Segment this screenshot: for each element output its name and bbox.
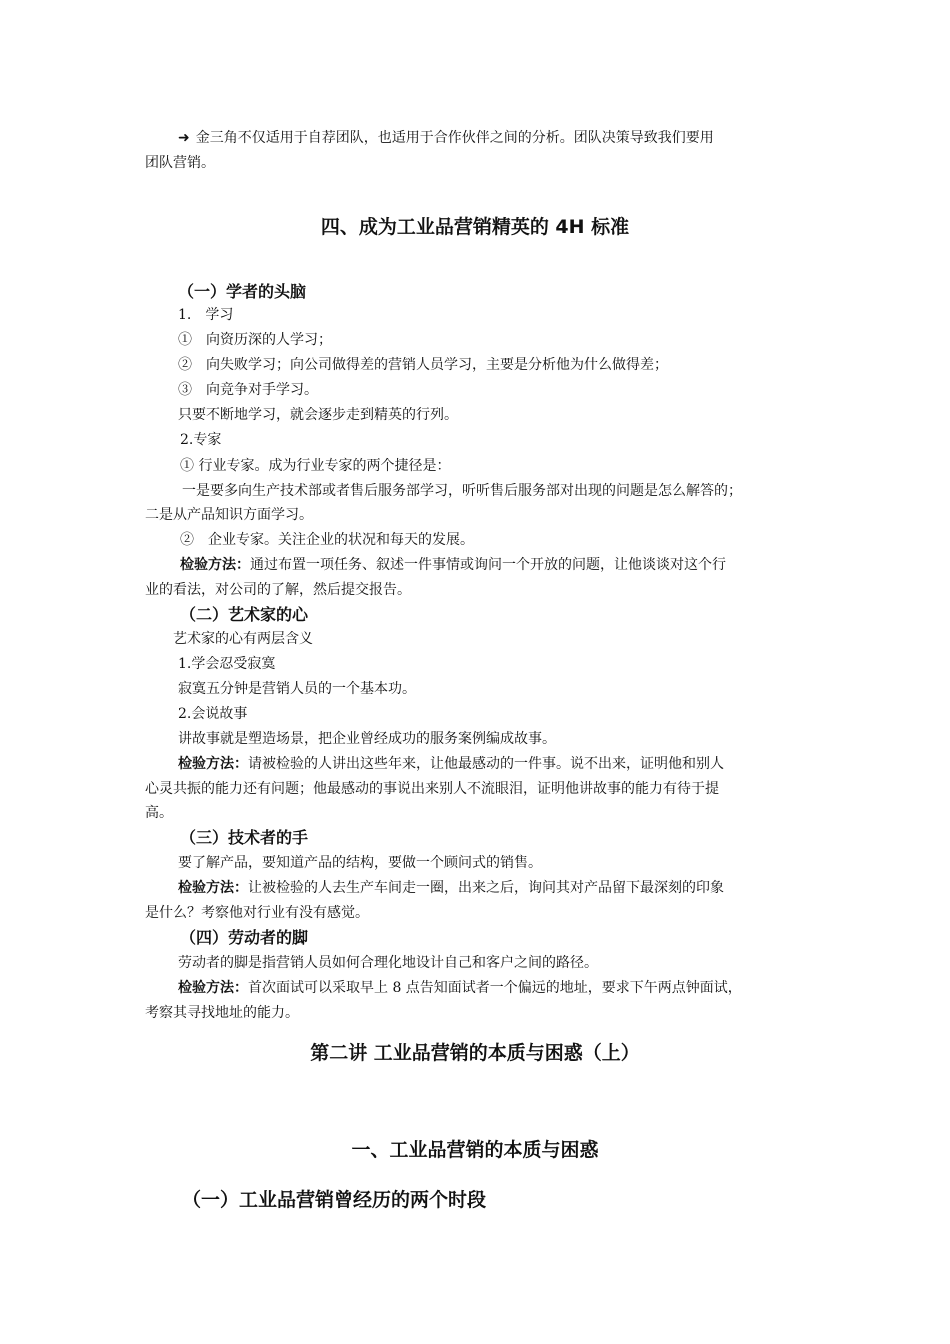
list-item: ① 行业专家。成为行业专家的两个捷径是： xyxy=(180,458,451,474)
check-method-line: 检验方法：首次面试可以采取早上 8 点告知面试者一个偏远的地址，要求下午两点钟面试， xyxy=(178,980,742,996)
lecture-title: 第二讲 工业品营销的本质与困惑（上） xyxy=(310,1042,640,1064)
list-item: ② 向失败学习；向公司做得差的营销人员学习，主要是分析他为什么做得差； xyxy=(178,357,668,373)
subsection-title-3: （三）技术者的手 xyxy=(180,828,309,847)
list-item: 2.专家 xyxy=(180,432,222,448)
paragraph-line: 要了解产品，要知道产品的结构，要做一个顾问式的销售。 xyxy=(178,855,542,871)
section-title: 一、工业品营销的本质与困惑 xyxy=(351,1139,599,1161)
list-item: ③ 向竞争对手学习。 xyxy=(178,382,318,398)
check-method-line: 检验方法：请被检验的人讲出这些年来，让他最感动的一件事。说不出来，证明他和别人 xyxy=(178,756,724,772)
check-method-label: 检验方法： xyxy=(180,557,250,573)
subsection-title-1: （一）学者的头脑 xyxy=(178,282,307,301)
check-method-label: 检验方法： xyxy=(178,880,248,896)
paragraph-line: 只要不断地学习，就会逐步走到精英的行列。 xyxy=(178,407,458,423)
intro-line-1: ➜ 金三角不仅适用于自荐团队，也适用于合作伙伴之间的分析。团队决策导致我们要用 xyxy=(178,130,714,146)
intro-line-2: 团队营销。 xyxy=(145,155,215,171)
list-item: ① 向资历深的人学习； xyxy=(178,332,332,348)
paragraph-line: 劳动者的脚是指营销人员如何合理化地设计自己和客户之间的路径。 xyxy=(178,955,598,971)
list-item: 1. 学习 xyxy=(178,307,234,323)
list-item: ② 企业专家。关注企业的状况和每天的发展。 xyxy=(180,532,474,548)
paragraph-line: 一是要多向生产技术部或者售后服务部学习，听听售后服务部对出现的问题是怎么解答的； xyxy=(182,483,742,499)
paragraph-line: 艺术家的心有两层含义 xyxy=(173,631,313,647)
check-method-label: 检验方法： xyxy=(178,980,248,996)
check-method-line: 检验方法：让被检验的人去生产车间走一圈，出来之后，询问其对产品留下最深刻的印象 xyxy=(178,880,724,896)
check-method-label: 检验方法： xyxy=(178,756,248,772)
paragraph-line: 高。 xyxy=(145,805,173,821)
check-method-line: 检验方法：通过布置一项任务、叙述一件事情或询问一个开放的问题，让他谈谈对这个行 xyxy=(180,557,726,573)
list-item: 2.会说故事 xyxy=(178,706,248,722)
paragraph-line: 二是从产品知识方面学习。 xyxy=(145,507,313,523)
subsection-title: （一）工业品营销曾经历的两个时段 xyxy=(182,1189,487,1211)
paragraph-line: 讲故事就是塑造场景，把企业曾经成功的服务案例编成故事。 xyxy=(178,731,556,747)
paragraph-line: 心灵共振的能力还有问题；他最感动的事说出来别人不流眼泪，证明他讲故事的能力有待于提 xyxy=(145,781,719,797)
paragraph-line: 寂寞五分钟是营销人员的一个基本功。 xyxy=(178,681,416,697)
subsection-title-4: （四）劳动者的脚 xyxy=(180,928,309,947)
right-arrow-icon: ➜ xyxy=(178,130,190,146)
paragraph-line: 考察其寻找地址的能力。 xyxy=(145,1005,299,1021)
subsection-title-2: （二）艺术家的心 xyxy=(180,605,309,624)
paragraph-line: 是什么？考察他对行业有没有感觉。 xyxy=(145,905,369,921)
section-title: 四、成为工业品营销精英的 4H 标准 xyxy=(320,216,630,238)
list-item: 1.学会忍受寂寞 xyxy=(178,656,276,672)
paragraph-line: 业的看法，对公司的了解，然后提交报告。 xyxy=(145,582,411,598)
